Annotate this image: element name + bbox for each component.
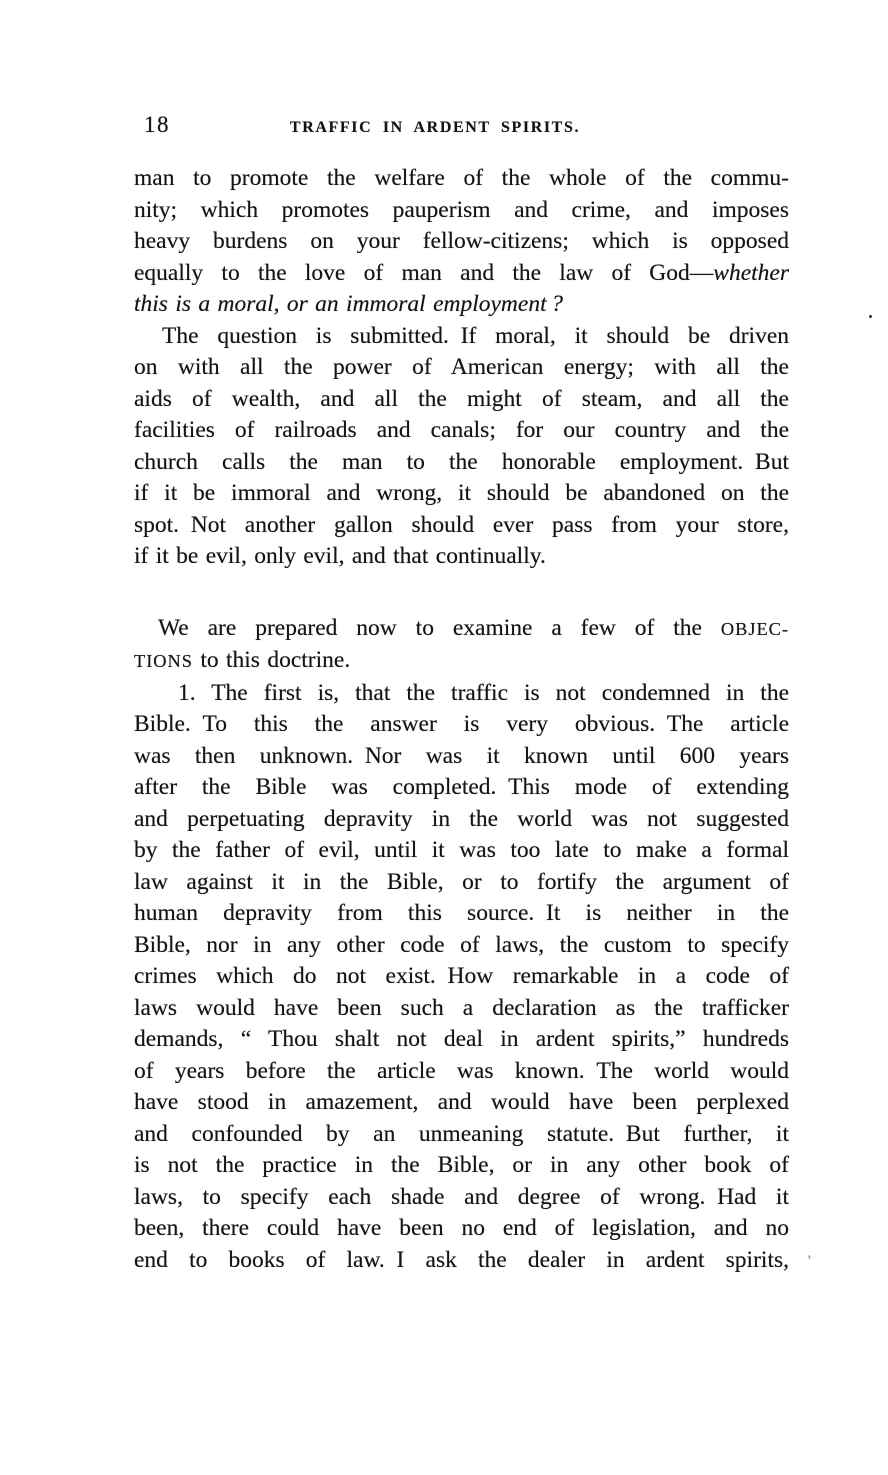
- text-line: [134, 1213, 789, 1245]
- text-line: [134, 415, 789, 447]
- text-run: human depravity from this source. It is neither in the: [134, 900, 789, 926]
- text-run: to this doctrine.: [192, 647, 351, 673]
- text-run: church calls the man to the honorable employment. But: [134, 448, 789, 475]
- text-run: nity; which promotes pauperism and crime, and imposes: [134, 196, 789, 223]
- text-run: facilities of railroads and canals; for our country and the: [134, 417, 789, 443]
- text-run: of years before the article was known. The world would: [134, 1057, 789, 1084]
- text-line: [134, 993, 789, 1025]
- text-line: [134, 867, 789, 899]
- text-line: [134, 510, 789, 542]
- text-line: [134, 163, 789, 195]
- paragraph-continuation: [134, 163, 789, 321]
- text-line: [134, 1245, 789, 1277]
- paragraph-first-objection: [134, 678, 789, 1277]
- text-line: [134, 613, 789, 646]
- text-line: [134, 898, 789, 930]
- text-run: if it be immoral and wrong, it should be abandoned on the: [134, 480, 789, 506]
- small-caps-run: TIONS: [134, 651, 193, 671]
- italic-run: whether: [713, 259, 789, 286]
- text-run: on with all the power of American energy; with all the: [134, 354, 789, 380]
- text-line: [134, 709, 789, 741]
- text-line: [134, 678, 789, 710]
- text-line: [134, 321, 789, 353]
- scan-speck-artifact: [869, 315, 872, 318]
- text-line: [134, 352, 789, 384]
- text-run: laws, to specify each shade and degree of wrong. Had it: [134, 1183, 789, 1210]
- text-run: The question is submitted. If moral, it should be driven: [162, 322, 789, 349]
- scan-mark-artifact: ‚: [804, 1243, 813, 1262]
- text-run: laws would have been such a declaration as the trafficker: [134, 994, 789, 1021]
- text-line: [134, 195, 789, 227]
- text-run: have stood in amazement, and would have been perplexed: [134, 1089, 789, 1115]
- text-line: [134, 258, 789, 290]
- text-run: We are prepared now to examine a few of the: [158, 614, 721, 641]
- page-body: [134, 163, 789, 1276]
- text-run: crimes which do not exist. How remarkable in a code of: [134, 963, 789, 989]
- paragraph-objections-intro: [134, 613, 789, 678]
- text-run: after the Bible was completed. This mode of extending: [134, 774, 789, 800]
- text-run: and confounded by an unmeaning statute. But further, it: [134, 1120, 789, 1147]
- text-run: equally to the love of man and the law of God—: [134, 259, 714, 286]
- text-run: by the father of evil, until it was too late to make a formal: [134, 837, 789, 863]
- text-run: Bible. To this the answer is very obvious. The article: [134, 711, 789, 737]
- text-line: [134, 1024, 789, 1056]
- text-line: [134, 835, 789, 867]
- text-run: is not the practice in the Bible, or in any other book of: [134, 1152, 789, 1178]
- running-header: TRAFFIC IN ARDENT SPIRITS.: [289, 119, 581, 136]
- paragraph-question-submitted: [134, 321, 789, 573]
- text-run: and perpetuating depravity in the world was not suggested: [134, 805, 789, 832]
- text-run: aids of wealth, and all the might of steam, and all the: [134, 385, 789, 412]
- text-run: end to books of law. I ask the dealer in ardent spirits,: [134, 1246, 789, 1273]
- text-line: [134, 1056, 789, 1088]
- page-number: 18: [144, 112, 170, 137]
- text-line: [134, 384, 789, 416]
- text-line: [134, 1182, 789, 1214]
- text-line: [134, 1087, 789, 1119]
- text-run: heavy burdens on your fellow-citizens; which is opposed: [134, 228, 789, 254]
- text-line: [134, 930, 789, 962]
- text-run: law against it in the Bible, or to fortify the argument of: [134, 868, 789, 895]
- text-line: [134, 541, 789, 573]
- text-line: [134, 741, 789, 773]
- text-run: spot. Not another gallon should ever pass from your store,: [134, 511, 789, 538]
- text-line: [134, 645, 789, 678]
- text-run: Bible, nor in any other code of laws, the custom to specify: [134, 931, 789, 958]
- text-line: [134, 804, 789, 836]
- text-run: man to promote the welfare of the whole of the commu-: [134, 165, 789, 191]
- text-line: [134, 447, 789, 479]
- text-line: [134, 226, 789, 258]
- text-line: [134, 478, 789, 510]
- text-line: [134, 772, 789, 804]
- text-line: [134, 961, 789, 993]
- text-run: was then unknown. Nor was it known until 600 years: [134, 742, 789, 769]
- text-run: 1. The first is, that the traffic is not condemned in the: [178, 679, 789, 706]
- italic-run: this is a moral, or an immoral employment ?: [134, 291, 564, 317]
- text-line: [134, 289, 789, 321]
- text-run: demands, “ Thou shalt not deal in ardent spirits,” hundreds: [134, 1026, 789, 1052]
- text-line: [134, 1150, 789, 1182]
- text-line: [134, 1119, 789, 1151]
- text-run: if it be evil, only evil, and that continually.: [134, 543, 546, 569]
- text-run: been, there could have been no end of legislation, and no: [134, 1215, 789, 1241]
- small-caps-run: OBJEC-: [720, 618, 789, 639]
